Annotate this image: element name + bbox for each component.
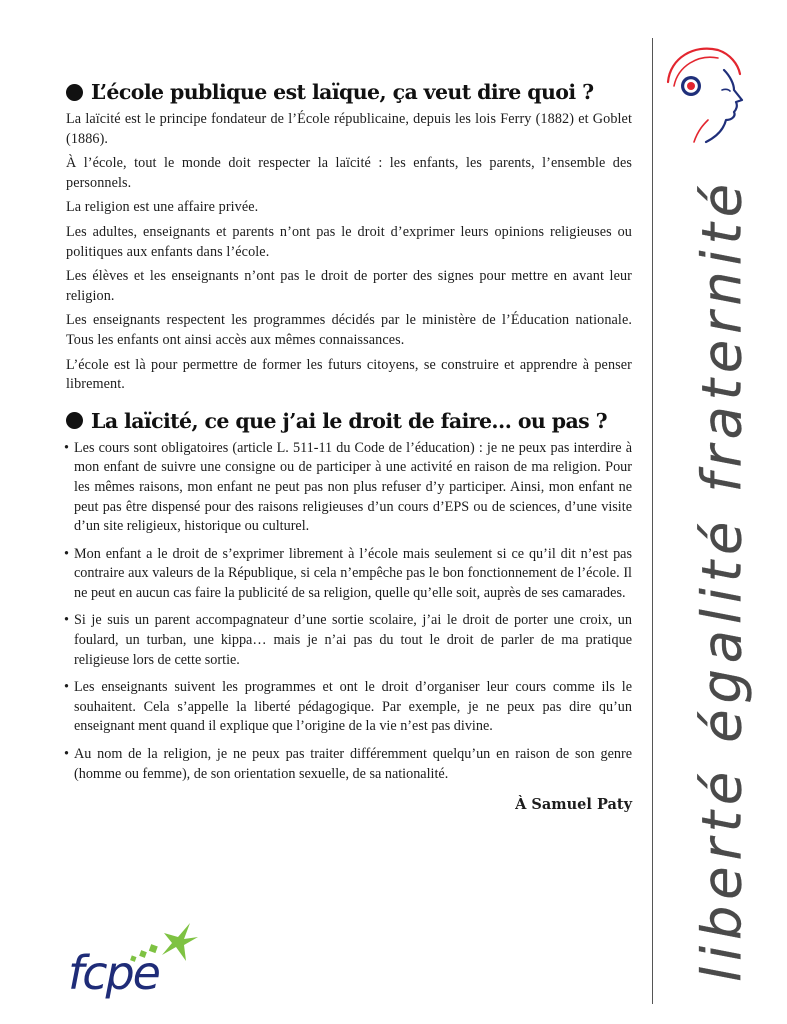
- list-item-text: Au nom de la religion, je ne peux pas traiter différemment quelqu’un en raison de son genre (homme ou femme), de son orientation sexuelle, de sa nationalité.: [74, 746, 632, 782]
- bullet: •: [64, 746, 69, 763]
- heading-bullet-icon: [66, 412, 83, 429]
- bullet: •: [64, 545, 69, 562]
- section-body: [66, 110, 632, 395]
- dedication: À Samuel Paty: [515, 796, 632, 814]
- list-item-text: Les cours sont obligatoires (article L. 511-11 du Code de l’éducation) : je ne peux pas interdire à mon enfant de suivre une consigne ou de participer à une activité en raison de ma religion. Pour les mêmes raisons, mon enfant ne peut pas non plus refuser d’y participer. Ainsi, mon enfant ne peut pas être dispensé pour des raisons religieuses d’un cours d’EPS ou de sciences, d’une visite d’un site religieux, historique ou culturel.: [74, 439, 632, 535]
- bullet: •: [64, 439, 69, 456]
- paragraph: Les enseignants respectent les programmes décidés par le ministère de l’Éducation nationale. Tous les enfants ont ainsi accès aux mêmes connaissances.: [66, 312, 632, 348]
- rules-list: [66, 439, 632, 785]
- section-heading-droits: [66, 409, 632, 433]
- heading-bullet-icon: [66, 84, 83, 101]
- section-heading-laicite: [66, 80, 632, 104]
- paragraph: À l’école, tout le monde doit respecter la laïcité : les enfants, les parents, l’ensemble des personnels.: [66, 155, 632, 191]
- paragraph: La religion est une affaire privée.: [66, 199, 259, 216]
- section-title: La laïcité, ce que j’ai le droit de faire… ou pas ?: [91, 408, 608, 433]
- paragraph: L’école est là pour permettre de former les futurs citoyens, se construire et apprendre à penser librement.: [66, 356, 632, 393]
- list-item: [66, 545, 632, 604]
- list-item-text: Les enseignants suivent les programmes et ont le droit d’organiser leur cours comme ils le souhaitent. Cela s’appelle la liberté pédagogique. Par exemple, je ne peux pas dire qu’un enseignant ment quand il explique que l’origine de la vie n’est pas divine.: [74, 679, 632, 735]
- list-item-text: Mon enfant a le droit de s’exprimer librement à l’école mais seulement si ce qu’il dit n’est pas contraire aux valeurs de la République, si cela n’empêche pas le bon fonctionnement de l’école. Il ne peut en aucun cas faire la publicité de sa religion, quelle qu’elle soit, auprès de ses camarades.: [74, 545, 632, 601]
- marianne-icon: [664, 40, 754, 145]
- section-title: L’école publique est laïque, ça veut dire quoi ?: [91, 80, 594, 104]
- bullet: •: [64, 612, 69, 629]
- list-item: [66, 745, 632, 784]
- bullet: •: [64, 679, 69, 696]
- list-item: [66, 678, 632, 737]
- paragraph: La laïcité est le principe fondateur de l’École républicaine, depuis les lois Ferry (1882) et Goblet (1886).: [66, 111, 632, 147]
- paragraph: Les élèves et les enseignants n’ont pas le droit de porter des signes pour mettre en avant leur religion.: [66, 268, 632, 304]
- list-item: [66, 439, 632, 537]
- motto-vertical: liberté égalité fraternité: [690, 178, 754, 982]
- fcpe-logo-icon: [66, 915, 206, 1005]
- vertical-divider: [652, 38, 653, 1004]
- main-content: [66, 80, 632, 813]
- paragraph: Les adultes, enseignants et parents n’ont pas le droit d’exprimer leurs opinions religieuses ou politiques aux enfants dans l’école.: [66, 223, 632, 260]
- fcpe-logo-text: fcpe: [68, 946, 159, 1000]
- list-item: [66, 611, 632, 670]
- list-item-text: Si je suis un parent accompagnateur d’une sortie scolaire, j’ai le droit de porter une croix, un foulard, un turban, une kippa… mais je n’ai pas du tout le droit de parler de ma pratique religieuse lors de cette sortie.: [74, 612, 632, 668]
